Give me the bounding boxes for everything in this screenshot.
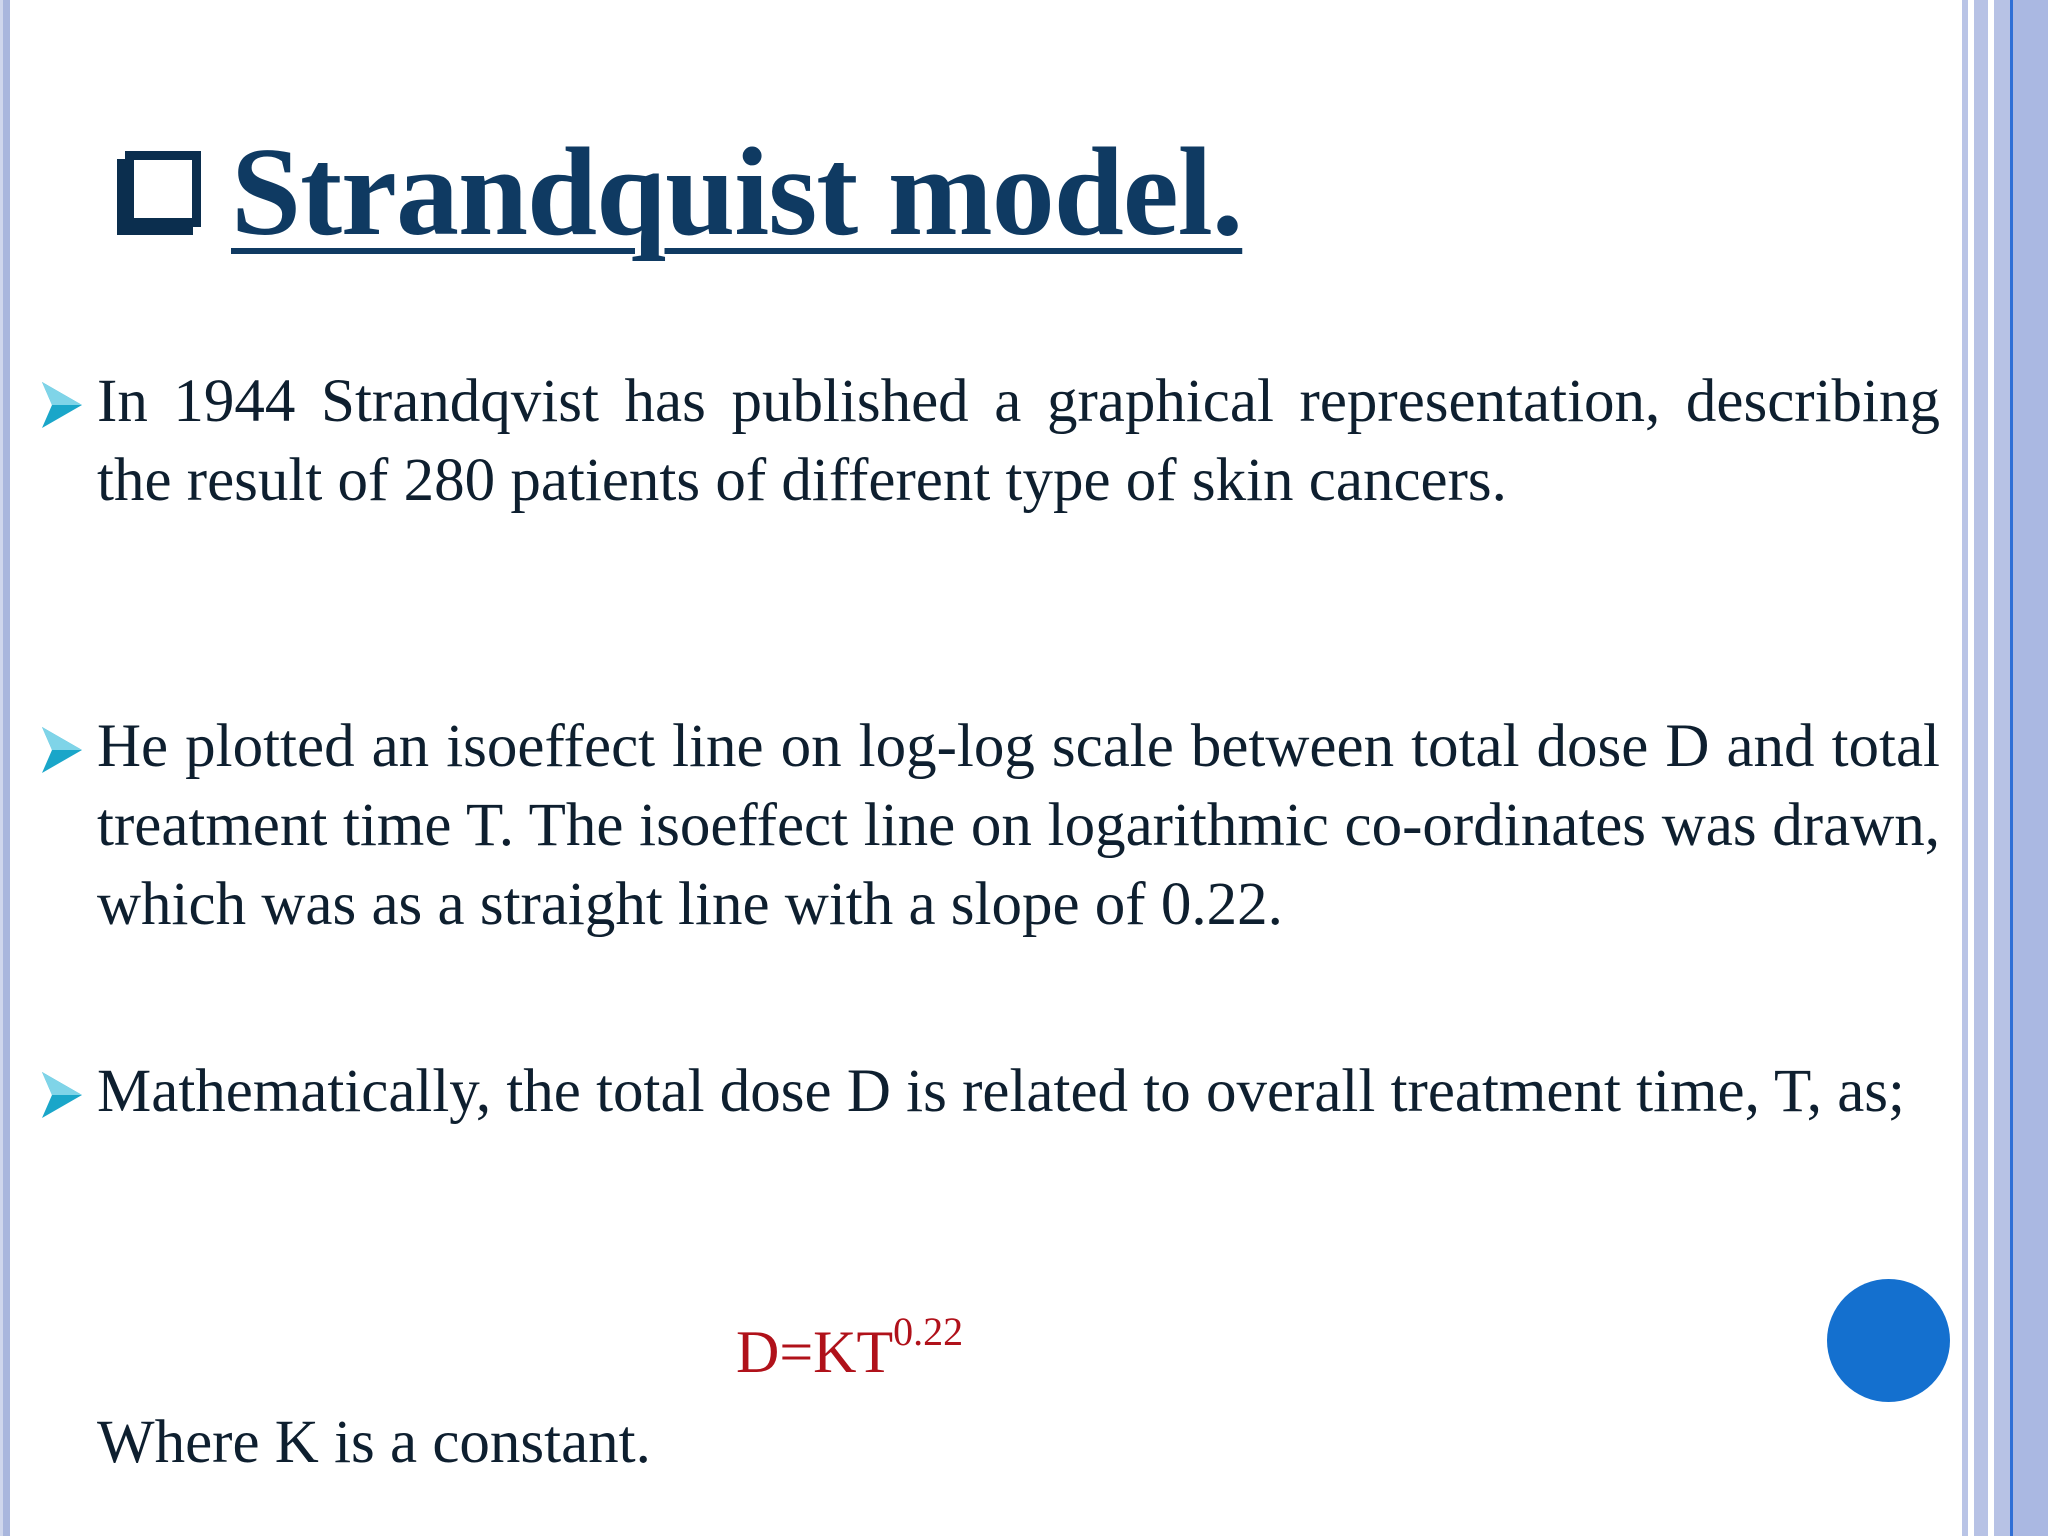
arrow-bullet-icon	[40, 380, 84, 430]
formula	[736, 1309, 964, 1385]
checkbox-icon	[117, 151, 201, 235]
formula-exponent: 0.22	[893, 1309, 964, 1354]
bullet-item	[40, 362, 1940, 520]
formula-base: D=KT	[736, 1319, 894, 1385]
bullet-item	[40, 1052, 1940, 1131]
constant-note: Where K is a constant.	[97, 1409, 651, 1476]
title-row	[117, 123, 1243, 262]
arrow-bullet-icon	[40, 1070, 84, 1120]
bullet-text: In 1944 Strandqvist has published a graphical representation, describing the result of 280 patients of different type of skin cancers.	[97, 368, 1940, 514]
bullet-item	[40, 707, 1940, 944]
bullet-text: Mathematically, the total dose D is related to overall treatment time, T, as;	[97, 1058, 1905, 1125]
blue-circle-decoration	[1827, 1279, 1950, 1402]
arrow-bullet-icon	[40, 725, 84, 775]
right-border-decoration	[1962, 0, 2048, 1536]
bullet-text: He plotted an isoeffect line on log-log scale between total dose D and total treatment time T. The isoeffect line on logarithmic co-ordinates was drawn, which was as a straight line with a slope of 0.22.	[97, 713, 1940, 938]
left-border-decoration	[0, 0, 10, 1536]
slide-title: Strandquist model.	[231, 123, 1243, 262]
